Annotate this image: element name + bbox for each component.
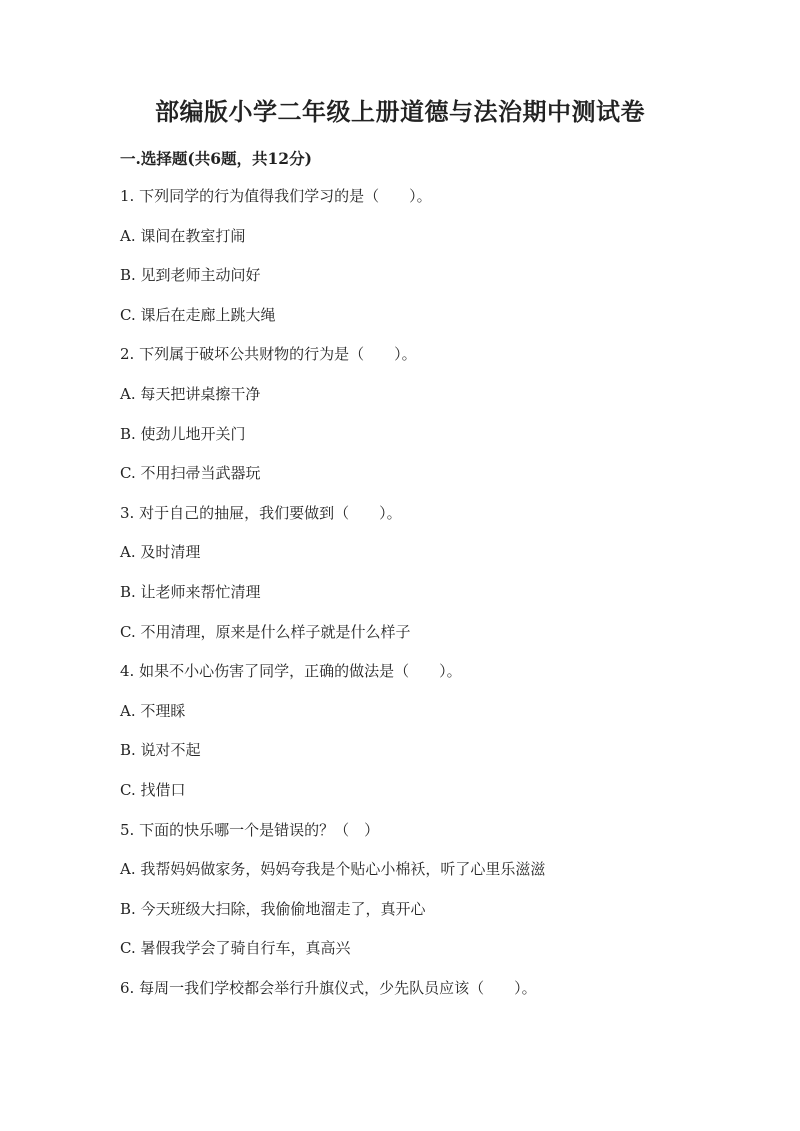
option-3a: A. 及时清理 — [120, 543, 201, 562]
page-title: 部编版小学二年级上册道德与法治期中测试卷 — [155, 97, 645, 126]
question-1: 1. 下列同学的行为值得我们学习的是（ ）。 — [120, 187, 432, 205]
option-4b: B. 说对不起 — [120, 741, 201, 760]
question-5: 5. 下面的快乐哪一个是错误的？（ ） — [120, 820, 380, 839]
option-4a: A. 不理睬 — [120, 701, 186, 720]
option-2b: B. 使劲儿地开关门 — [120, 424, 246, 443]
option-5a: A. 我帮妈妈做家务，妈妈夸我是个贴心小棉袄，听了心里乐滋滋 — [120, 860, 546, 879]
option-1c: C. 课后在走廊上跳大绳 — [120, 305, 276, 324]
option-4c: C. 找借口 — [120, 780, 186, 799]
option-3c: C. 不用清理，原来是什么样子就是什么样子 — [120, 622, 411, 641]
option-1b: B. 见到老师主动问好 — [120, 266, 261, 285]
option-2c: C. 不用扫帚当武器玩 — [120, 464, 261, 483]
question-list — [120, 185, 720, 1016]
question-2: 2. 下列属于破坏公共财物的行为是（ ）。 — [120, 345, 417, 364]
option-1a: A. 课间在教室打闹 — [120, 226, 246, 245]
option-5c: C. 暑假我学会了骑自行车，真高兴 — [120, 939, 351, 958]
question-6: 6. 每周一我们学校都会举行升旗仪式，少先队员应该（ ）。 — [120, 978, 537, 997]
option-5b: B. 今天班级大扫除，我偷偷地溜走了，真开心 — [120, 899, 426, 918]
question-4: 4. 如果不小心伤害了同学，正确的做法是（ ）。 — [120, 662, 462, 681]
option-3b: B. 让老师来帮忙清理 — [120, 582, 261, 601]
question-3: 3. 对于自己的抽屉，我们要做到（ ）。 — [120, 503, 402, 522]
option-2a: A. 每天把讲桌擦干净 — [120, 384, 261, 403]
section-heading: 一.选择题(共6题，共12分) — [120, 149, 312, 168]
